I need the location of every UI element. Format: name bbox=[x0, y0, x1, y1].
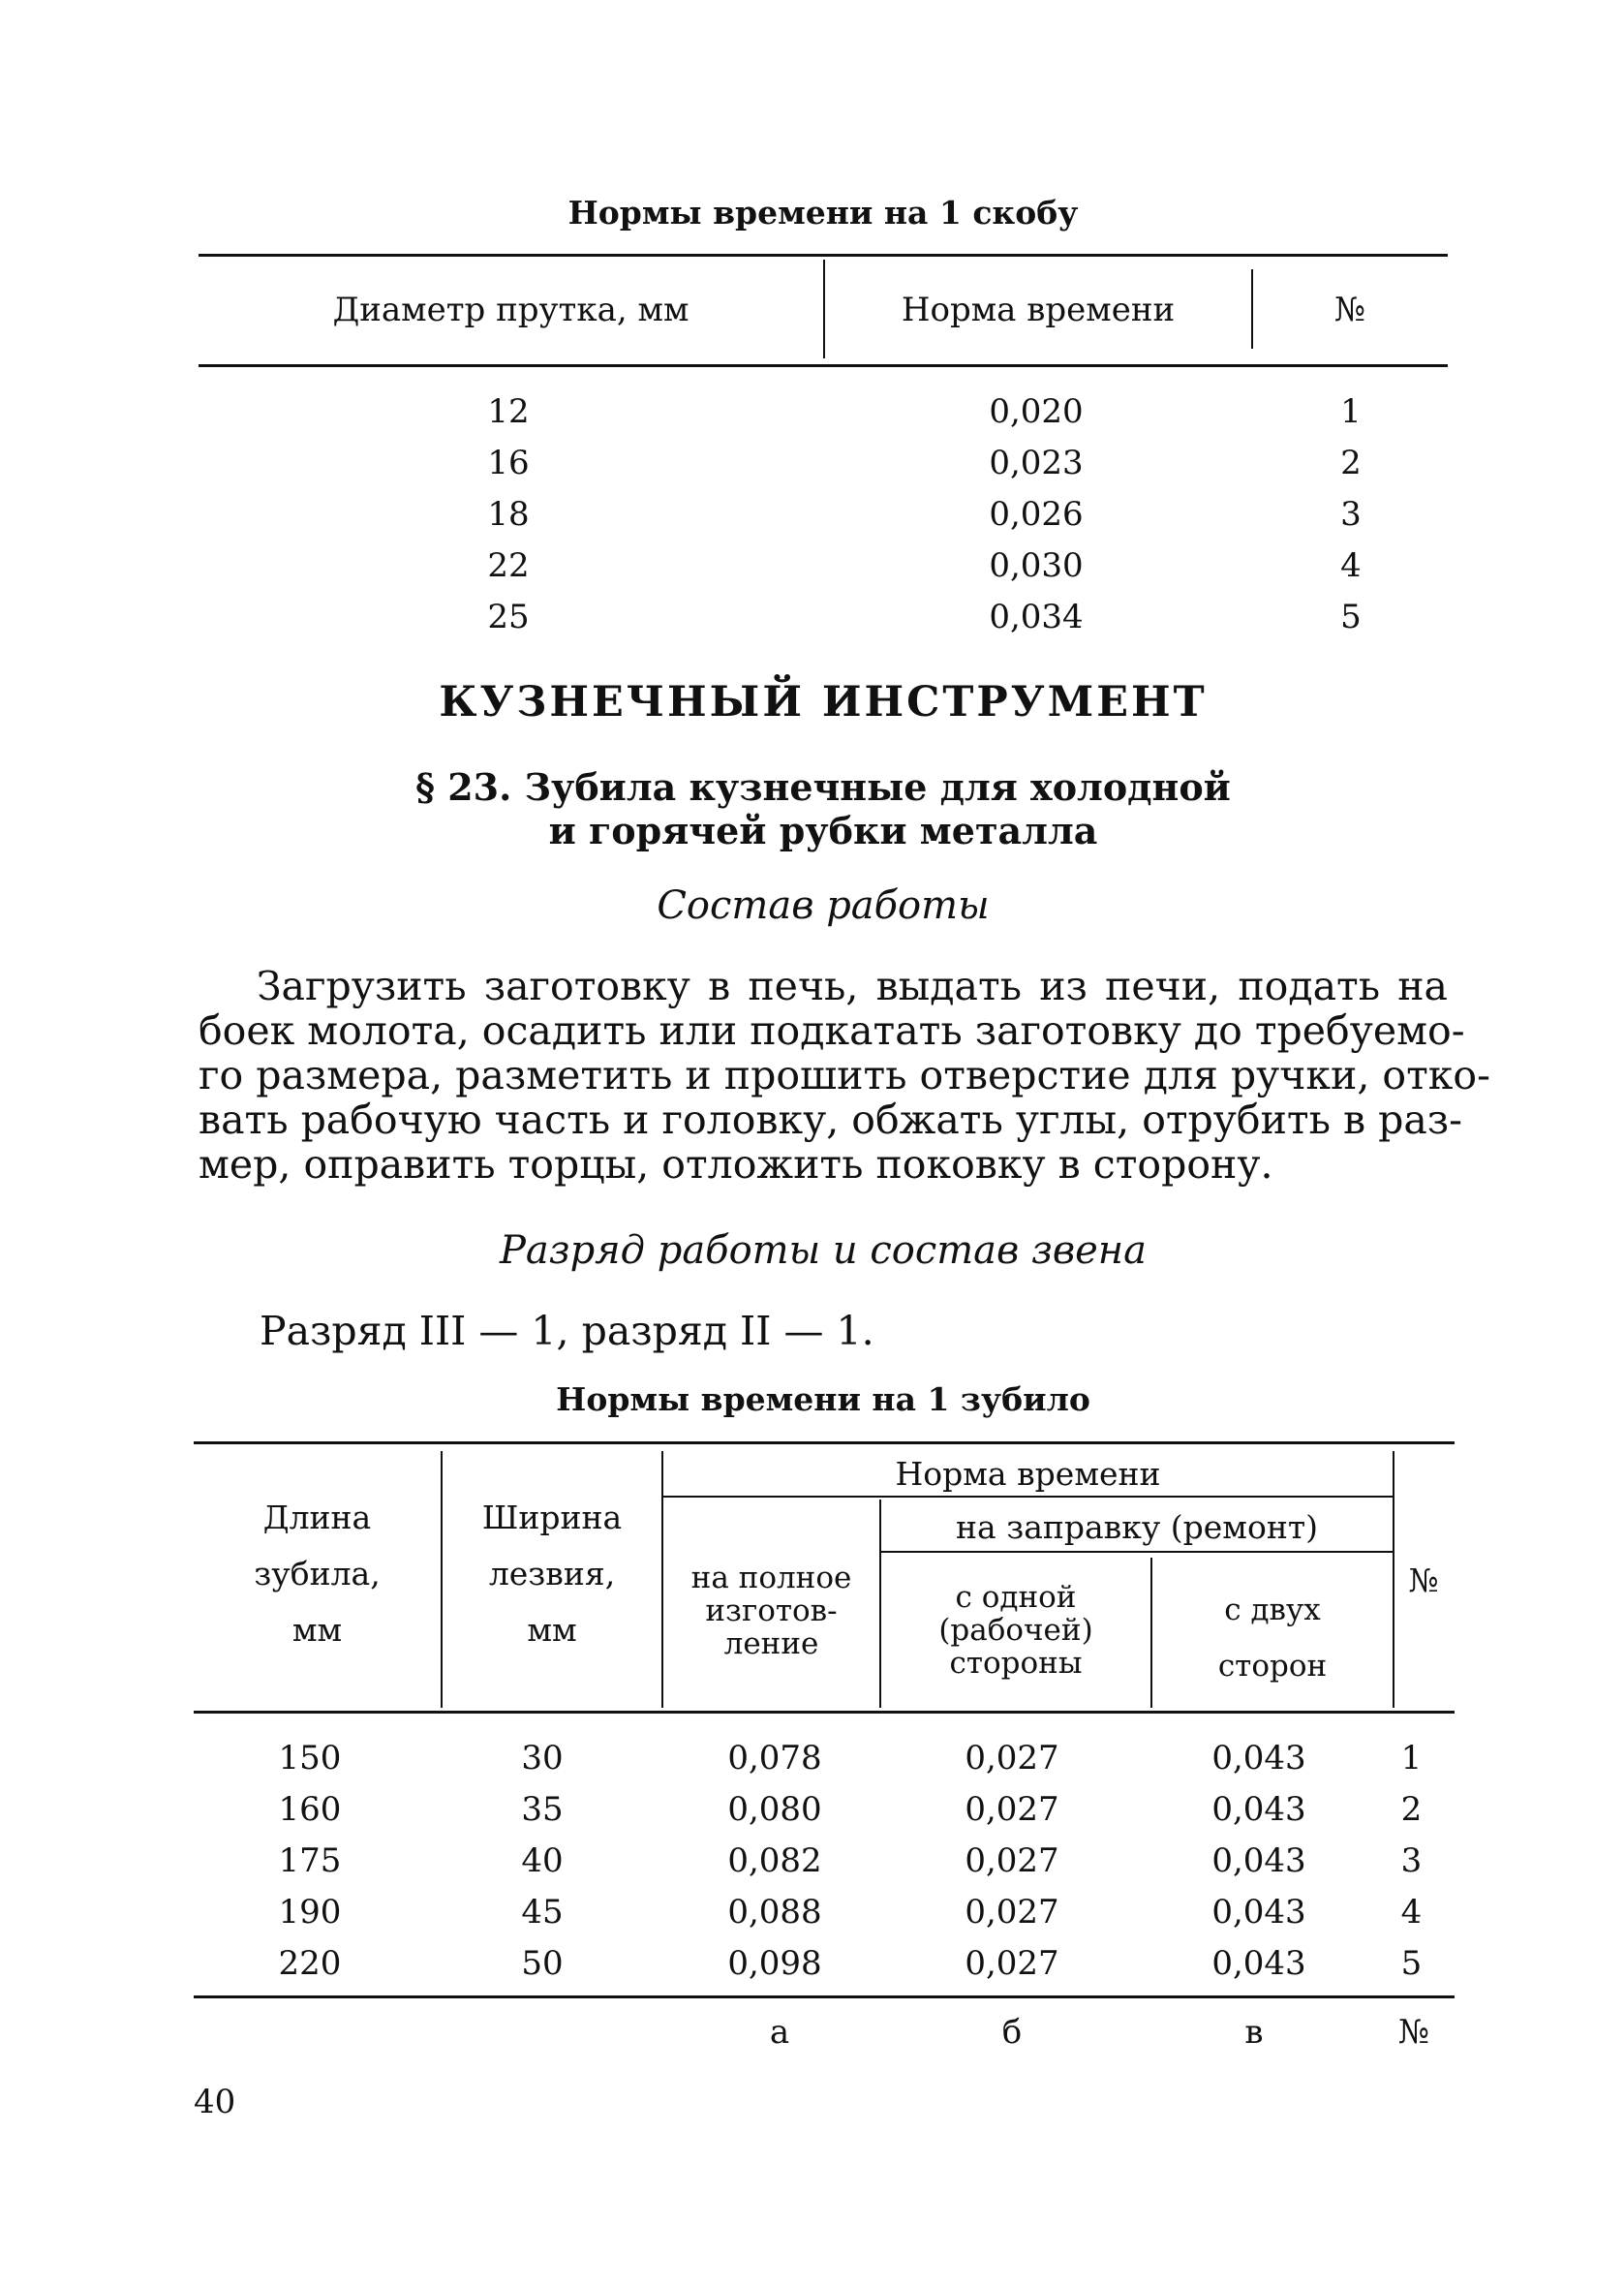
table2-top-rule bbox=[194, 1441, 1455, 1444]
table2-cell-length: 220 bbox=[278, 1944, 342, 1983]
header-line: Длина bbox=[262, 1499, 372, 1536]
header-line: (рабочей) bbox=[938, 1613, 1093, 1648]
table2-cell-full: 0,098 bbox=[727, 1944, 822, 1983]
table2-cell-two-sides: 0,043 bbox=[1211, 1893, 1306, 1932]
table2-cell-one-side: 0,027 bbox=[965, 1944, 1059, 1983]
paragraph-line: Загрузить заготовку в печь, выдать из печи, подать на bbox=[257, 963, 1448, 1009]
table2-bottom-rule bbox=[194, 1995, 1455, 1998]
table1-header-norm: Норма времени bbox=[901, 291, 1176, 329]
section-title-line-1: § 23. Зубила кузнечные для холодной bbox=[415, 765, 1231, 809]
table2-cell-length: 190 bbox=[278, 1893, 342, 1932]
table2-cell-one-side: 0,027 bbox=[965, 1841, 1059, 1880]
table2-footer-num: № bbox=[1397, 2013, 1430, 2052]
table2-header-one-side bbox=[881, 1581, 1150, 1680]
table2-cell-width: 35 bbox=[521, 1790, 564, 1829]
table2-cell-width: 45 bbox=[521, 1893, 564, 1932]
header-line: мм bbox=[291, 1611, 343, 1649]
table2-cell-two-sides: 0,043 bbox=[1211, 1739, 1306, 1778]
table2-cell-num: 5 bbox=[1400, 1944, 1423, 1983]
table2-footer-v: в bbox=[1244, 2013, 1264, 2052]
table2-cell-full: 0,088 bbox=[727, 1893, 822, 1932]
table1-cell-diameter: 25 bbox=[487, 598, 530, 636]
table2-cell-length: 175 bbox=[278, 1841, 342, 1880]
paragraph-line: го размера, разметить и прошить отверстие для ручки, отко- bbox=[199, 1052, 1490, 1098]
header-line: с двух bbox=[1224, 1592, 1321, 1627]
header-line: стороны bbox=[949, 1646, 1083, 1681]
table1-cell-num: 2 bbox=[1340, 444, 1362, 482]
work-description-paragraph bbox=[199, 963, 1490, 1188]
subtitle-work-composition: Состав работы bbox=[657, 883, 990, 928]
section-heading: КУЗНЕЧНЫЙ ИНСТРУМЕНТ bbox=[439, 678, 1208, 727]
header-line: с одной bbox=[955, 1580, 1077, 1615]
table1-cell-num: 5 bbox=[1340, 598, 1362, 636]
table1-header-rule bbox=[199, 364, 1448, 367]
table2-cell-full: 0,082 bbox=[727, 1841, 822, 1880]
table1-cell-num: 3 bbox=[1340, 495, 1362, 534]
table2-header-norm: Норма времени bbox=[895, 1455, 1161, 1493]
table1-cell-num: 1 bbox=[1340, 392, 1362, 431]
table1-header-diameter: Диаметр прутка, мм bbox=[332, 291, 689, 329]
header-line: изготов- bbox=[705, 1593, 838, 1628]
table2-cell-num: 3 bbox=[1400, 1841, 1423, 1880]
table1-cell-diameter: 22 bbox=[487, 546, 530, 585]
table1-cell-norm: 0,026 bbox=[989, 495, 1084, 534]
grade-text: Разряд III — 1, разряд II — 1. bbox=[260, 1308, 874, 1354]
table1-top-rule bbox=[199, 254, 1448, 257]
header-line: лезвия, bbox=[488, 1555, 616, 1592]
header-line: Ширина bbox=[481, 1499, 623, 1536]
table2-header-width bbox=[443, 1501, 661, 1647]
header-line: зубила, bbox=[254, 1555, 381, 1592]
table2-cell-width: 40 bbox=[521, 1841, 564, 1880]
table2-cell-num: 1 bbox=[1400, 1739, 1423, 1778]
table2-cell-one-side: 0,027 bbox=[965, 1893, 1059, 1932]
table2-header-full bbox=[663, 1561, 879, 1660]
table1-cell-norm: 0,020 bbox=[989, 392, 1084, 431]
header-line: сторон bbox=[1217, 1649, 1328, 1684]
table2-cell-full: 0,080 bbox=[727, 1790, 822, 1829]
subtitle-grade: Разряд работы и состав звена bbox=[499, 1228, 1147, 1273]
table1-caption: Нормы времени на 1 скобу bbox=[567, 194, 1079, 232]
table1-cell-norm: 0,034 bbox=[989, 598, 1084, 636]
table1-cell-norm: 0,030 bbox=[989, 546, 1084, 585]
table2-cell-two-sides: 0,043 bbox=[1211, 1944, 1306, 1983]
table1-cell-norm: 0,023 bbox=[989, 444, 1084, 482]
table2-repair-rule bbox=[881, 1551, 1393, 1553]
table2-header-two-sides bbox=[1152, 1593, 1393, 1683]
table2-cell-width: 30 bbox=[521, 1739, 564, 1778]
table2-footer-b: б bbox=[1001, 2013, 1023, 2052]
table2-header-rule bbox=[194, 1711, 1455, 1714]
table2-cell-two-sides: 0,043 bbox=[1211, 1790, 1306, 1829]
table2-cell-full: 0,078 bbox=[727, 1739, 822, 1778]
table2-caption: Нормы времени на 1 зубило bbox=[556, 1380, 1090, 1418]
table1-cell-diameter: 18 bbox=[487, 495, 530, 534]
paragraph-line: вать рабочую часть и головку, обжать углы, отрубить в раз- bbox=[199, 1097, 1462, 1143]
table2-cell-length: 160 bbox=[278, 1790, 342, 1829]
table2-cell-one-side: 0,027 bbox=[965, 1739, 1059, 1778]
header-line: мм bbox=[527, 1611, 577, 1649]
table1-header-num: № bbox=[1333, 291, 1366, 329]
table1-cell-diameter: 16 bbox=[487, 444, 530, 482]
table1-cell-num: 4 bbox=[1340, 546, 1362, 585]
table2-header-num: № bbox=[1408, 1561, 1439, 1599]
table2-cell-num: 4 bbox=[1400, 1893, 1423, 1932]
paragraph-line: мер, оправить торцы, отложить поковку в сторону. bbox=[199, 1141, 1273, 1188]
page-number: 40 bbox=[194, 2083, 236, 2121]
table2-cell-one-side: 0,027 bbox=[965, 1790, 1059, 1829]
table2-cell-length: 150 bbox=[278, 1739, 342, 1778]
table1-cell-diameter: 12 bbox=[487, 392, 530, 431]
paragraph-line: боек молота, осадить или подкатать заготовку до требуемо- bbox=[199, 1007, 1465, 1054]
header-line: на полное bbox=[690, 1561, 852, 1595]
table2-header-length bbox=[194, 1501, 441, 1647]
table2-cell-num: 2 bbox=[1400, 1790, 1423, 1829]
table2-header-repair: на заправку (ремонт) bbox=[956, 1508, 1318, 1546]
table2-footer-a: а bbox=[769, 2013, 790, 2052]
table2-norm-rule bbox=[663, 1496, 1393, 1498]
table2-cell-width: 50 bbox=[521, 1944, 564, 1983]
section-title-line-2: и горячей рубки металла bbox=[548, 809, 1098, 852]
table2-cell-two-sides: 0,043 bbox=[1211, 1841, 1306, 1880]
header-line: ление bbox=[723, 1626, 819, 1661]
